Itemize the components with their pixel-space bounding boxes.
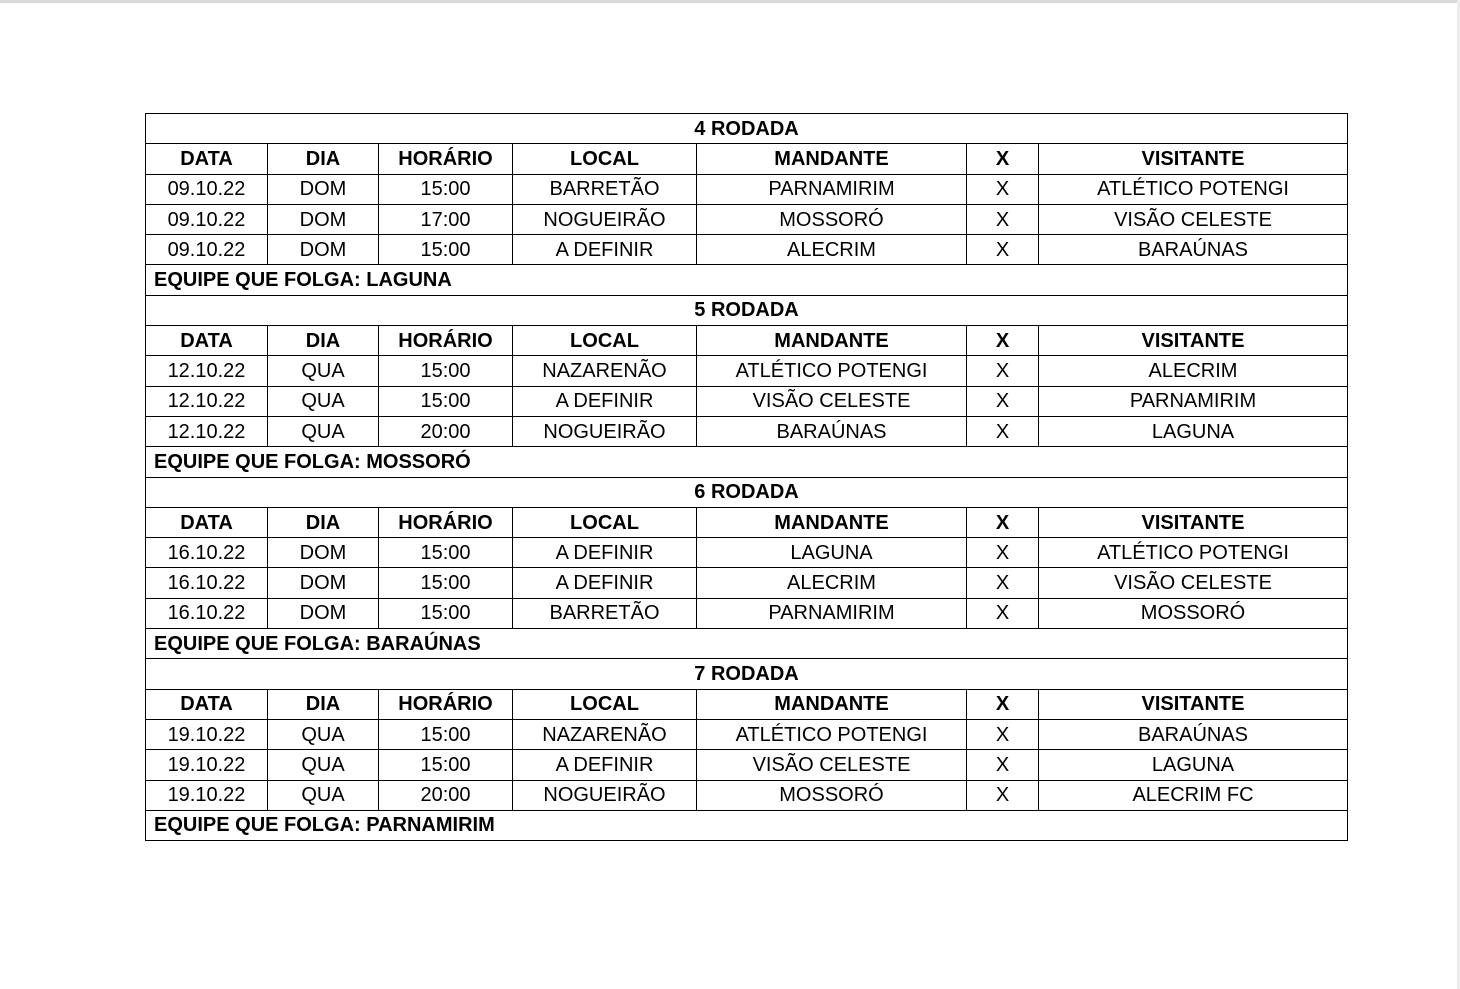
schedule-body [146,114,1348,841]
rest-team-row [146,265,1348,295]
match-mandante: VISÃO CELESTE [697,386,967,416]
column-header-visitante: VISITANTE [1039,144,1348,174]
match-x: X [967,538,1039,568]
match-row [146,204,1348,234]
rest-team-row [146,629,1348,659]
match-dia: DOM [268,235,379,265]
match-horario: 15:00 [379,174,513,204]
match-data: 16.10.22 [146,538,268,568]
match-visitante: ATLÉTICO POTENGI [1039,538,1348,568]
match-local: NAZARENÃO [513,356,697,386]
match-visitante: ALECRIM FC [1039,780,1348,810]
column-header-x: X [967,689,1039,719]
match-x: X [967,750,1039,780]
column-header-local: LOCAL [513,326,697,356]
match-data: 09.10.22 [146,174,268,204]
match-mandante: PARNAMIRIM [697,598,967,628]
match-horario: 15:00 [379,356,513,386]
column-header-data: DATA [146,326,268,356]
match-dia: QUA [268,750,379,780]
column-header-visitante: VISITANTE [1039,689,1348,719]
match-local: A DEFINIR [513,568,697,598]
column-header-dia: DIA [268,689,379,719]
match-mandante: ALECRIM [697,568,967,598]
match-x: X [967,568,1039,598]
match-local: NOGUEIRÃO [513,780,697,810]
match-mandante: MOSSORÓ [697,204,967,234]
column-header-local: LOCAL [513,689,697,719]
column-header-data: DATA [146,507,268,537]
match-visitante: PARNAMIRIM [1039,386,1348,416]
column-header-x: X [967,144,1039,174]
match-x: X [967,598,1039,628]
match-local: A DEFINIR [513,235,697,265]
match-dia: DOM [268,174,379,204]
match-visitante: VISÃO CELESTE [1039,568,1348,598]
match-mandante: BARAÚNAS [697,416,967,446]
match-row [146,750,1348,780]
match-local: A DEFINIR [513,538,697,568]
match-horario: 15:00 [379,235,513,265]
column-header-row [146,326,1348,356]
column-header-data: DATA [146,144,268,174]
match-data: 19.10.22 [146,750,268,780]
match-mandante: VISÃO CELESTE [697,750,967,780]
round-title-row [146,114,1348,144]
match-data: 16.10.22 [146,568,268,598]
match-horario: 15:00 [379,750,513,780]
match-dia: QUA [268,416,379,446]
match-visitante: LAGUNA [1039,750,1348,780]
match-dia: QUA [268,719,379,749]
round-title-row [146,477,1348,507]
match-local: A DEFINIR [513,386,697,416]
round-title-row [146,659,1348,689]
column-header-mandante: MANDANTE [697,326,967,356]
match-dia: DOM [268,538,379,568]
match-x: X [967,416,1039,446]
column-header-visitante: VISITANTE [1039,507,1348,537]
column-header-horario: HORÁRIO [379,507,513,537]
schedule-table [145,113,1348,841]
match-visitante: LAGUNA [1039,416,1348,446]
match-local: NAZARENÃO [513,719,697,749]
match-data: 12.10.22 [146,386,268,416]
match-row [146,416,1348,446]
column-header-data: DATA [146,689,268,719]
match-visitante: BARAÚNAS [1039,235,1348,265]
column-header-dia: DIA [268,507,379,537]
column-header-horario: HORÁRIO [379,689,513,719]
match-row [146,174,1348,204]
column-header-x: X [967,326,1039,356]
match-mandante: LAGUNA [697,538,967,568]
match-row [146,538,1348,568]
column-header-mandante: MANDANTE [697,144,967,174]
column-header-dia: DIA [268,326,379,356]
match-horario: 15:00 [379,568,513,598]
column-header-dia: DIA [268,144,379,174]
match-horario: 15:00 [379,386,513,416]
column-header-mandante: MANDANTE [697,507,967,537]
match-mandante: ATLÉTICO POTENGI [697,356,967,386]
match-visitante: MOSSORÓ [1039,598,1348,628]
round-title: 6 RODADA [146,477,1348,507]
match-x: X [967,356,1039,386]
rest-team: EQUIPE QUE FOLGA: MOSSORÓ [146,447,1348,477]
match-visitante: ATLÉTICO POTENGI [1039,174,1348,204]
match-horario: 17:00 [379,204,513,234]
match-row [146,598,1348,628]
match-data: 12.10.22 [146,416,268,446]
match-row [146,235,1348,265]
match-dia: QUA [268,356,379,386]
match-x: X [967,780,1039,810]
match-visitante: ALECRIM [1039,356,1348,386]
match-mandante: ATLÉTICO POTENGI [697,719,967,749]
match-horario: 15:00 [379,598,513,628]
column-header-local: LOCAL [513,507,697,537]
match-dia: DOM [268,568,379,598]
column-header-x: X [967,507,1039,537]
column-header-mandante: MANDANTE [697,689,967,719]
rest-team-row [146,810,1348,840]
match-x: X [967,386,1039,416]
match-horario: 20:00 [379,780,513,810]
match-horario: 20:00 [379,416,513,446]
match-x: X [967,719,1039,749]
match-dia: DOM [268,204,379,234]
match-mandante: MOSSORÓ [697,780,967,810]
column-header-local: LOCAL [513,144,697,174]
round-title: 7 RODADA [146,659,1348,689]
match-data: 12.10.22 [146,356,268,386]
match-row [146,719,1348,749]
match-mandante: PARNAMIRIM [697,174,967,204]
column-header-row [146,144,1348,174]
match-local: A DEFINIR [513,750,697,780]
match-data: 19.10.22 [146,719,268,749]
rest-team: EQUIPE QUE FOLGA: LAGUNA [146,265,1348,295]
page-edge [0,0,1460,3]
match-local: BARRETÃO [513,174,697,204]
round-title-row [146,295,1348,325]
match-visitante: BARAÚNAS [1039,719,1348,749]
rest-team: EQUIPE QUE FOLGA: PARNAMIRIM [146,810,1348,840]
match-x: X [967,174,1039,204]
match-x: X [967,204,1039,234]
match-data: 16.10.22 [146,598,268,628]
column-header-visitante: VISITANTE [1039,326,1348,356]
match-mandante: ALECRIM [697,235,967,265]
rest-team-row [146,447,1348,477]
match-dia: QUA [268,780,379,810]
match-row [146,780,1348,810]
match-row [146,356,1348,386]
round-title: 4 RODADA [146,114,1348,144]
match-row [146,568,1348,598]
rest-team: EQUIPE QUE FOLGA: BARAÚNAS [146,629,1348,659]
match-dia: QUA [268,386,379,416]
column-header-horario: HORÁRIO [379,326,513,356]
match-x: X [967,235,1039,265]
column-header-row [146,507,1348,537]
match-dia: DOM [268,598,379,628]
match-local: NOGUEIRÃO [513,204,697,234]
match-local: BARRETÃO [513,598,697,628]
match-row [146,386,1348,416]
match-data: 09.10.22 [146,235,268,265]
match-local: NOGUEIRÃO [513,416,697,446]
column-header-horario: HORÁRIO [379,144,513,174]
column-header-row [146,689,1348,719]
match-data: 09.10.22 [146,204,268,234]
round-title: 5 RODADA [146,295,1348,325]
match-visitante: VISÃO CELESTE [1039,204,1348,234]
match-horario: 15:00 [379,538,513,568]
match-horario: 15:00 [379,719,513,749]
match-data: 19.10.22 [146,780,268,810]
